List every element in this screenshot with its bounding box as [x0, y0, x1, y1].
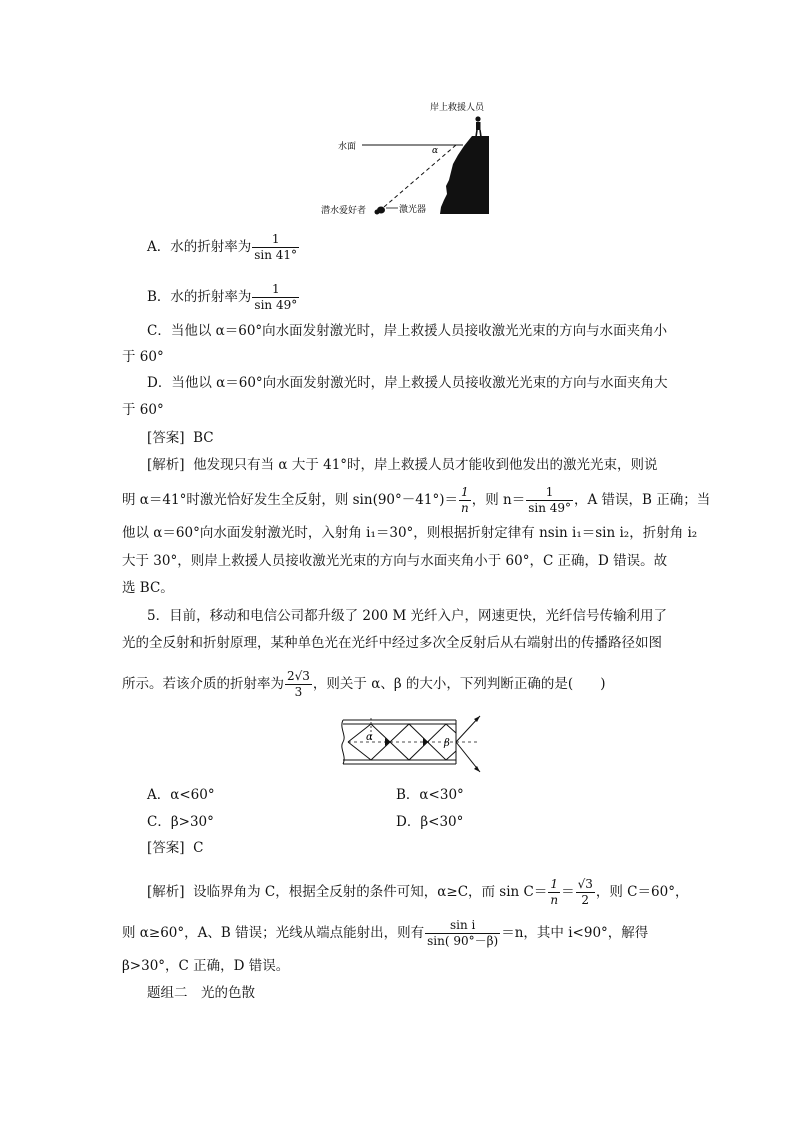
fraction-denominator: n — [460, 501, 469, 515]
fraction-denominator: n — [550, 893, 559, 907]
analysis-text: ，则 n＝ — [471, 492, 526, 508]
fraction-1-over-n — [548, 877, 560, 908]
fraction-sini-over-sin — [425, 918, 500, 949]
fraction-denominator: 3 — [285, 684, 312, 700]
q5-option-c: C．β>30° — [147, 814, 214, 830]
fraction-numerator: 2√3 — [287, 669, 310, 683]
q4-option-d-line1: D．当他以 α＝60°向水面发射激光时，岸上救援人员接收激光光束的方向与水面夹角大 — [147, 375, 668, 391]
fraction-denominator: sin( 90°－β) — [427, 934, 499, 948]
refractive-index-fraction — [285, 669, 312, 700]
analysis-text: ＝n，其中 i<90°，解得 — [501, 925, 649, 941]
analysis-text: 设临界角为 C，根据全反射的条件可知，α≥C，而 sin C＝ — [193, 884, 548, 900]
q5-stem-line2: 光的全反射和折射原理，某种单色光在光纤中经过多次全反射后从右端射出的传播路径如图 — [122, 635, 662, 651]
answer-value: BC — [193, 430, 214, 446]
stem-text: ，则关于 α、β 的大小，下列判断正确的是( ) — [312, 676, 606, 692]
q4-answer — [147, 428, 214, 448]
analysis-text: 则 α≥60°，A、B 错误；光线从端点能射出，则有 — [122, 925, 425, 941]
figure-diver-laser — [0, 0, 794, 230]
fraction-1-over-n — [459, 485, 471, 516]
rescuer-figure — [475, 116, 481, 137]
fraction-numerator: 1 — [550, 877, 559, 891]
rescuer-label: 岸上救援人员 — [430, 103, 485, 113]
fraction-numerator: 1 — [272, 282, 280, 296]
q5-stem-line1: 5．目前，移动和电信公司都升级了 200 M 光纤入户，网速更快，光纤信号传输利用了 — [147, 608, 668, 624]
fraction-denominator: sin 49° — [254, 298, 298, 312]
analysis-text: 他发现只有当 α 大于 41°时，岸上救援人员才能收到他发出的激光光束，则说 — [193, 457, 658, 473]
q4-analysis-line4: 大于 30°，则岸上救援人员接收激光光束的方向与水面夹角小于 60°，C 正确，D 错误。故 — [122, 553, 668, 569]
water-label: 水面 — [338, 142, 357, 152]
section-title: 题组二 光的色散 — [147, 985, 255, 1001]
fraction-numerator: sin i — [449, 918, 476, 932]
fig-beta-label: β — [444, 738, 450, 749]
q4-option-c-line2: 于 60° — [122, 349, 164, 365]
q5-analysis-line1 — [147, 877, 688, 908]
answer-tag: [答案] — [147, 840, 185, 856]
q4-analysis-line1 — [147, 455, 658, 475]
analysis-text: ，A 错误，B 正确；当 — [574, 492, 711, 508]
q4-analysis-line3: 他以 α＝60°向水面发射激光时，入射角 i₁＝30°，则根据折射定律有 nsin i₁＝sin i₂，折射角 i₂ — [122, 525, 698, 541]
q4-option-c-line1: C．当他以 α＝60°向水面发射激光时，岸上救援人员接收激光光束的方向与水面夹角小 — [147, 323, 668, 339]
diver-figure — [375, 207, 386, 215]
q4-option-d-line2: 于 60° — [122, 402, 164, 418]
fraction-sqrt3-over-2 — [576, 877, 595, 908]
fraction-numerator: 1 — [461, 485, 469, 499]
fraction-numerator: 1 — [545, 485, 554, 499]
q5-option-a: A．α<60° — [147, 787, 215, 803]
stem-text: 所示。若该介质的折射率为 — [122, 676, 284, 692]
q4-option-a — [147, 232, 300, 263]
fraction-1-over-sin49 — [526, 485, 573, 516]
q4-option-a-fraction — [252, 232, 299, 263]
cliff-shape — [440, 136, 489, 214]
q4-option-b-text: B．水的折射率为 — [147, 289, 252, 305]
alpha-label: α — [432, 146, 439, 156]
fraction-denominator: sin 41° — [254, 248, 298, 262]
analysis-text: ，则 C＝60°， — [595, 884, 689, 900]
fraction-numerator: √3 — [577, 877, 593, 891]
q4-analysis-line5: 选 BC。 — [122, 580, 174, 596]
laser-label: 激光器 — [399, 205, 427, 215]
q5-stem-line3 — [122, 669, 605, 700]
q5-analysis-line2 — [122, 918, 648, 949]
q5-answer — [147, 838, 203, 858]
fig-alpha-label: α — [366, 732, 373, 743]
analysis-text: 明 α＝41°时激光恰好发生全反射，则 sin(90°－41°)＝ — [122, 492, 458, 508]
q4-option-a-text: A．水的折射率为 — [147, 239, 252, 255]
answer-tag: [答案] — [147, 430, 185, 446]
q4-option-b-fraction — [252, 282, 299, 313]
diver-label: 潜水爱好者 — [321, 206, 367, 216]
q4-option-b — [147, 282, 300, 313]
q5-option-d: D．β<30° — [396, 814, 464, 830]
answer-value: C — [193, 840, 204, 856]
q5-analysis-line3: β>30°，C 正确，D 错误。 — [122, 958, 290, 974]
fraction-denominator: sin 49° — [528, 501, 572, 515]
analysis-tag: [解析] — [147, 457, 185, 473]
fraction-denominator: 2 — [576, 892, 595, 908]
analysis-tag: [解析] — [147, 884, 185, 900]
fraction-numerator: 1 — [271, 232, 280, 246]
q5-option-b: B．α<30° — [396, 787, 464, 803]
q4-analysis-line2 — [122, 485, 710, 516]
equals-sign: ＝ — [561, 884, 575, 900]
